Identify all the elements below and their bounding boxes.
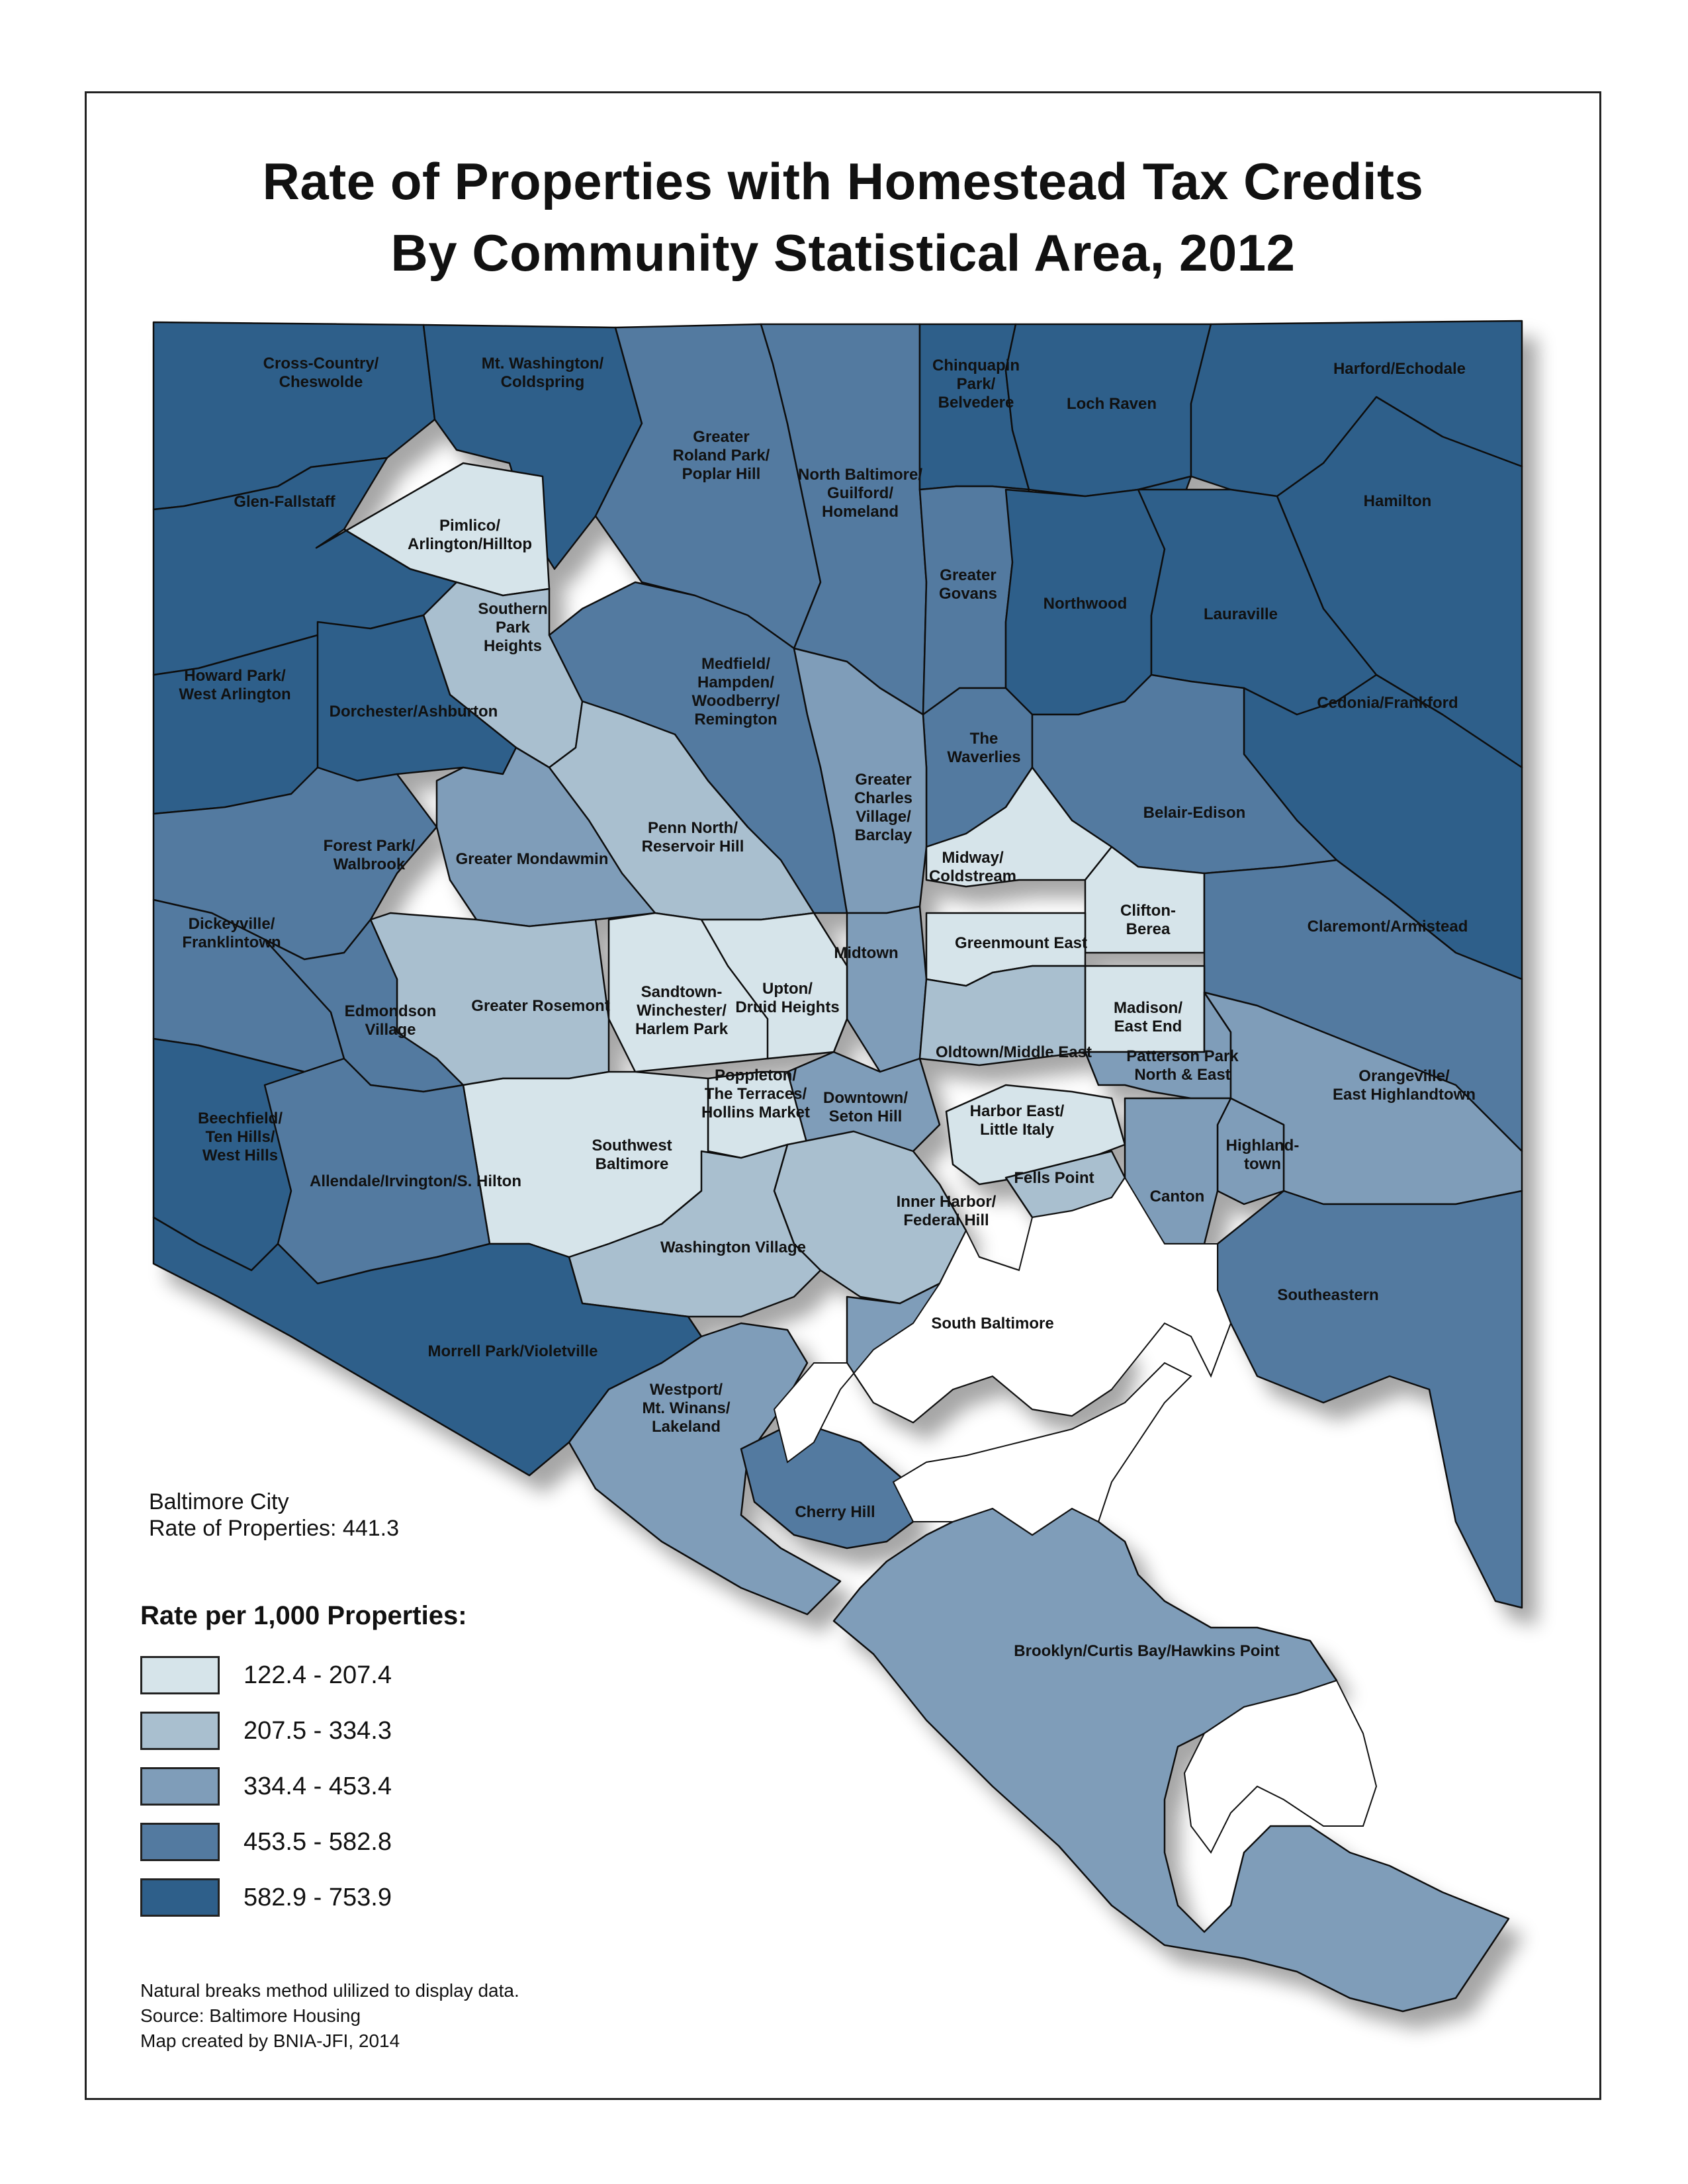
area-label: Orangeville/ East Highlandtown <box>1333 1067 1476 1104</box>
area-label: Madison/ East End <box>1113 999 1183 1035</box>
legend-label: 582.9 - 753.9 <box>244 1883 392 1911</box>
area-label: Chinquapin Park/ Belvedere <box>932 357 1020 412</box>
area-label: Penn North/ Reservoir Hill <box>641 819 744 855</box>
area-label: Cherry Hill <box>795 1503 875 1521</box>
area-label: North Baltimore/ Guilford/ Homeland <box>797 466 923 521</box>
area-label: Fells Point <box>1014 1169 1094 1187</box>
legend-title: Rate per 1,000 Properties: <box>140 1601 467 1630</box>
area-label: Upton/ Druid Heights <box>735 980 840 1016</box>
legend-swatch <box>140 1712 220 1750</box>
area-label: Medfield/ Hampden/ Woodberry/ Remington <box>691 655 780 728</box>
area-label: Highland-town <box>1225 1137 1300 1173</box>
area-label: Dickeyville/ Franklintown <box>182 915 281 951</box>
legend-swatch <box>140 1656 220 1694</box>
area-label: The Waverlies <box>947 730 1021 766</box>
legend-label: 207.5 - 334.3 <box>244 1716 392 1745</box>
area-label: Edmondson Village <box>344 1002 437 1039</box>
legend-item <box>140 1703 392 1759</box>
area-label: Claremont/Armistead <box>1307 918 1468 936</box>
title-line-2: By Community Statistical Area, 2012 <box>390 224 1296 282</box>
legend <box>140 1647 392 1925</box>
area-label: Downtown/ Seton Hill <box>823 1089 908 1125</box>
area-label: Poppleton/ The Terraces/ Hollins Market <box>701 1067 811 1121</box>
region-brooklyn-curtis-bay-hawkins-point <box>834 1508 1509 2011</box>
area-label: Greater Roland Park/ Poplar Hill <box>672 428 770 483</box>
area-label: Greater Rosemont <box>471 997 610 1015</box>
legend-swatch <box>140 1823 220 1861</box>
area-label: Hamilton <box>1363 492 1432 510</box>
region-allendale-irvington-s-hilton <box>265 1059 490 1284</box>
legend-swatch <box>140 1878 220 1917</box>
legend-label: 334.4 - 453.4 <box>244 1772 392 1800</box>
area-label: Greater Charles Village/ Barclay <box>854 771 913 844</box>
area-label: Inner Harbor/ Federal Hill <box>896 1193 997 1229</box>
area-label: Pimlico/ Arlington/Hilltop <box>408 517 532 553</box>
city-summary <box>149 1489 399 1542</box>
area-label: Westport/ Mt. Winans/ Lakeland <box>642 1381 731 1436</box>
area-label: Dorchester/Ashburton <box>329 703 498 721</box>
area-label: Glen-Fallstaff <box>234 493 335 511</box>
city-rate: Rate of Properties: 441.3 <box>149 1516 400 1541</box>
area-label: Sandtown-Winchester/ Harlem Park <box>635 983 729 1038</box>
area-label: Loch Raven <box>1066 395 1157 413</box>
area-label: South Baltimore <box>931 1315 1054 1332</box>
map-notes <box>140 1978 519 2054</box>
area-label: Southwest Baltimore <box>592 1137 672 1173</box>
region-midtown <box>847 906 926 1072</box>
area-label: Cross-Country/ Cheswolde <box>263 355 379 391</box>
area-label: Harbor East/ Little Italy <box>969 1102 1065 1139</box>
legend-item <box>140 1814 392 1870</box>
area-label: Morrell Park/Violetville <box>427 1342 598 1360</box>
legend-label: 453.5 - 582.8 <box>244 1827 392 1856</box>
area-label: Southeastern <box>1277 1286 1379 1304</box>
area-label: Forest Park/ Walbrook <box>323 837 416 873</box>
area-label: Allendale/Irvington/S. Hilton <box>309 1172 522 1190</box>
legend-label: 122.4 - 207.4 <box>244 1661 392 1689</box>
area-label: Greater Mondawmin <box>455 850 609 868</box>
area-label: Greenmount East <box>954 934 1088 952</box>
area-label: Greater Govans <box>938 566 998 603</box>
area-label: Cedonia/Frankford <box>1317 694 1458 712</box>
area-label: Belair-Edison <box>1143 804 1246 822</box>
legend-swatch <box>140 1767 220 1806</box>
area-label: Canton <box>1149 1188 1205 1205</box>
area-label: Midway/ Coldstream <box>928 849 1017 885</box>
area-label: Clifton-Berea <box>1120 902 1176 938</box>
legend-item <box>140 1759 392 1814</box>
area-label: Southern Park Heights <box>478 600 548 655</box>
area-label: Washington Village <box>660 1239 807 1256</box>
area-label: Midtown <box>834 944 899 962</box>
title-line-1: Rate of Properties with Homestead Tax Credits <box>262 152 1424 210</box>
region-cherry-hill <box>741 1429 913 1548</box>
area-label: Harford/Echodale <box>1333 360 1466 378</box>
legend-item <box>140 1870 392 1925</box>
note-credit: Map created by BNIA-JFI, 2014 <box>140 2031 400 2051</box>
city-name: Baltimore City <box>149 1489 289 1514</box>
area-label: Mt. Washington/ Coldspring <box>481 355 604 391</box>
region-southeastern <box>1218 1191 1522 1608</box>
note-source: Source: Baltimore Housing <box>140 2005 361 2026</box>
note-method: Natural breaks method ulilized to display data. <box>140 1980 519 2001</box>
area-label: Beechfield/ Ten Hills/ West Hills <box>197 1110 283 1164</box>
area-label: Northwood <box>1043 595 1128 613</box>
area-label: Brooklyn/Curtis Bay/Hawkins Point <box>1014 1642 1280 1660</box>
area-label: Oldtown/Middle East <box>935 1043 1092 1061</box>
legend-item <box>140 1647 392 1703</box>
area-label: Howard Park/ West Arlington <box>179 667 291 703</box>
area-label: Lauraville <box>1203 605 1278 623</box>
area-label: Patterson Park North & East <box>1126 1047 1239 1084</box>
